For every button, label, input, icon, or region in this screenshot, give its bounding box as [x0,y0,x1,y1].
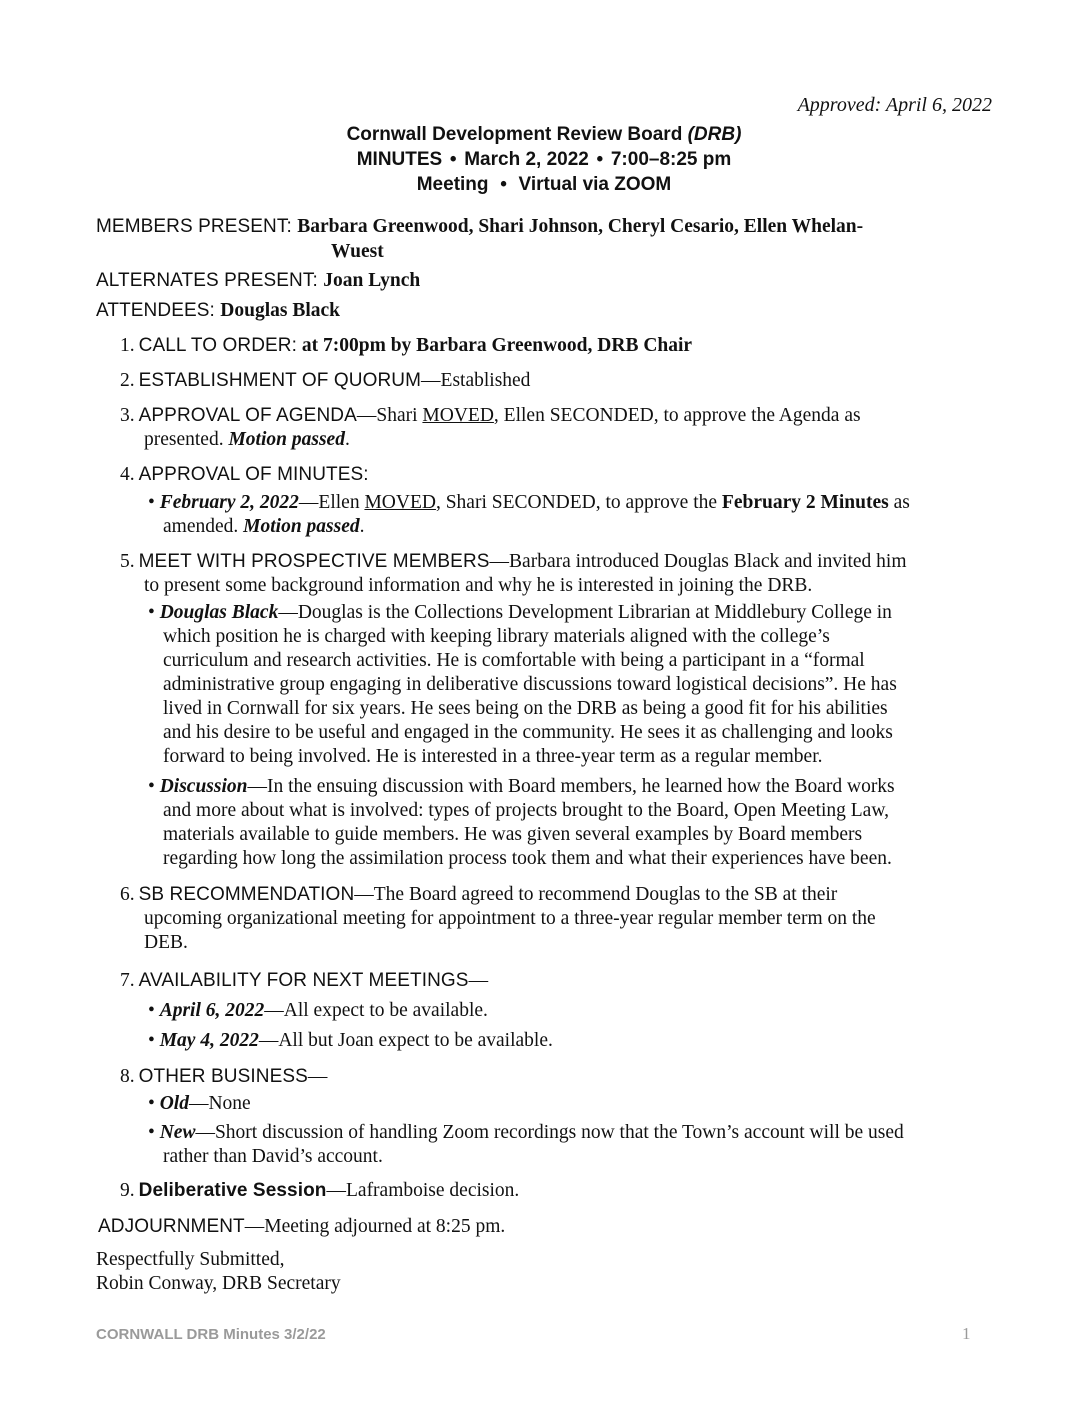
members-list-continued: Wuest [331,241,384,262]
item-text: at 7:00pm by Barbara Greenwood, DRB Chair [297,335,693,356]
minutes-bullet-continued [163,516,365,538]
item-text: —Barbara introduced Douglas Black and invited him [489,551,907,572]
item-text: —In the ensuing discussion with Board members, he learned how the Board works [247,776,895,797]
item-text: —The Board agreed to recommend Douglas to the SB at their [354,884,838,905]
item-text: regarding how long the assimilation process took them and what their experiences have been. [163,848,892,869]
item-text: to present some background information and why he is interested in joining the DRB. [144,575,813,596]
signoff-line: Respectfully Submitted, [96,1249,285,1270]
footer-label: CORNWALL DRB Minutes 3/2/22 [96,1326,326,1343]
item-text: and more about what is involved: types of projects brought to the Board, Open Meeting Law, [163,800,890,821]
bullet-heading: Discussion [159,776,248,797]
bullet: • [148,1093,160,1114]
motion-result: Motion passed [243,516,360,537]
item-text: curriculum and research activities. He is comfortable with being a participant in a “formal [163,650,865,671]
meeting-date: May 4, 2022 [159,1030,259,1051]
item-text: —Established [421,370,531,391]
item-text: rather than David’s account. [163,1146,383,1167]
agenda-item-availability [120,970,488,992]
motion-result: Motion passed [228,429,345,450]
alternates-present [96,270,420,292]
item-heading: MEET WITH PROSPECTIVE MEMBERS [138,551,490,572]
discussion-bullet [148,776,895,798]
agenda-item-approval-of-minutes [120,464,369,486]
item-text: administrative group engaging in deliberative discussions toward logistical decisions”. He has [163,674,897,695]
meeting-venue [0,174,1088,196]
adjournment [98,1216,505,1238]
moved-text: MOVED [422,405,494,426]
page-number: 1 [962,1324,971,1343]
item-number: 8. [120,1066,135,1087]
alternates-list: Joan Lynch [323,270,421,291]
item-text: —Shari [356,405,423,426]
secretary-name: Robin Conway, DRB Secretary [96,1273,341,1294]
item-number: 6. [120,884,135,905]
bullet: • [148,1000,160,1021]
item-heading: Deliberative Session [138,1180,327,1201]
item-text: —None [188,1093,251,1114]
douglas-black-bullet [148,602,892,624]
item-text: —All expect to be available. [264,1000,488,1021]
availability-bullet-april [148,1000,488,1022]
bullet-heading: Old [159,1093,189,1114]
item-text: materials available to guide members. He was given several examples by Board members [163,824,863,845]
item-heading: SB RECOMMENDATION [138,884,355,905]
alternates-label: ALTERNATES PRESENT [96,270,313,291]
item-text: DEB. [144,932,188,953]
adjournment-label: ADJOURNMENT [98,1216,245,1237]
item-text: upcoming organizational meeting for appointment to a three-year regular member term on the [144,908,876,929]
meeting-time: 7:00–8:25 pm [610,149,732,170]
agenda-item-approval-of-agenda-continued [144,429,350,451]
colon: : [286,216,298,237]
item-number: 9. [120,1180,135,1201]
item-heading: OTHER BUSINESS [138,1066,308,1087]
bullet-heading: New [159,1122,196,1143]
minutes-date: February 2, 2022 [159,492,299,513]
item-text: presented. [144,429,229,450]
item-number: 2. [120,370,135,391]
bullet: • [148,776,160,797]
item-text: —All but Joan expect to be available. [258,1030,553,1051]
item-number: 7. [120,970,135,991]
meeting-line [0,149,1088,171]
item-text: —Ellen [298,492,365,513]
other-business-new [148,1122,904,1144]
item-number: 3. [120,405,135,426]
item-text: —Short discussion of handling Zoom recordings now that the Town’s account will be used [195,1122,904,1143]
minutes-label: MINUTES [356,149,443,170]
agenda-item-approval-of-agenda [120,405,861,427]
item-heading: APPROVAL OF AGENDA [138,405,357,426]
item-heading: AVAILABILITY FOR NEXT MEETINGS [138,970,469,991]
item-text: , Ellen SECONDED, to approve the Agenda as [493,405,861,426]
agenda-item-other-business [120,1066,327,1088]
attendees-list: Douglas Black [220,300,341,321]
item-text: — [468,970,489,991]
bullet: • [148,492,160,513]
moved-text: MOVED [364,492,436,513]
item-text: as [888,492,910,513]
item-text: —Douglas is the Collections Development Librarian at Middlebury College in [278,602,892,623]
item-text: , Shari SECONDED, to approve the [435,492,722,513]
board-title [0,124,1088,146]
agenda-item-sb-recommendation [120,884,837,906]
item-text: —Meeting adjourned at 8:25 pm. [244,1216,506,1237]
venue-label: Virtual via ZOOM [518,174,672,195]
bullet: • [148,602,160,623]
item-text: amended. [163,516,244,537]
meeting-date: April 6, 2022 [159,1000,265,1021]
item-heading: CALL TO ORDER [138,335,292,356]
bullet-separator: • [449,149,457,170]
colon: : [209,300,221,321]
colon: : [312,270,324,291]
availability-bullet-may [148,1030,553,1052]
bullet-separator: • [500,174,507,195]
item-number: 5. [120,551,135,572]
bullet: • [148,1122,160,1143]
other-business-old [148,1093,251,1115]
bullet-separator: • [596,149,604,170]
board-abbrev: (DRB) [687,124,742,145]
item-text: —Laframboise decision. [326,1180,520,1201]
members-label: MEMBERS PRESENT [96,216,287,237]
item-text: and his desire to be useful and engaged in the community. He sees it as challenging and looks [163,722,893,743]
minutes-bullet [148,492,910,514]
meeting-label: Meeting [416,174,489,195]
members-list: Barbara Greenwood, Shari Johnson, Cheryl Cesario, Ellen Whelan- [297,216,864,237]
item-heading: ESTABLISHMENT OF QUORUM [138,370,422,391]
item-number: 4. [120,464,135,485]
minutes-reference: February 2 Minutes [721,492,889,513]
attendees [96,300,340,322]
item-text: lived in Cornwall for six years. He sees being on the DRB as being a good fit for his abilities [163,698,888,719]
item-number: 1. [120,335,135,356]
bullet-heading: Douglas Black [159,602,279,623]
agenda-item-quorum [120,370,530,392]
agenda-item-deliberative-session [120,1180,519,1202]
colon: : [291,335,298,356]
approval-note: Approved: April 6, 2022 [797,94,992,116]
agenda-item-call-to-order [120,335,692,357]
item-text: . [344,429,350,450]
item-text: forward to being involved. He is interested in a three-year term as a regular member. [163,746,823,767]
members-present [96,216,863,238]
attendees-label: ATTENDEES [96,300,210,321]
board-name: Cornwall Development Review Board [346,124,688,145]
item-text: — [307,1066,328,1087]
bullet: • [148,1030,160,1051]
item-heading: APPROVAL OF MINUTES: [138,464,369,485]
agenda-item-prospective-members [120,551,907,573]
meeting-date: March 2, 2022 [464,149,589,170]
item-text: . [359,516,365,537]
item-text: which position he is charged with keeping library materials aligned with the college’s [163,626,830,647]
